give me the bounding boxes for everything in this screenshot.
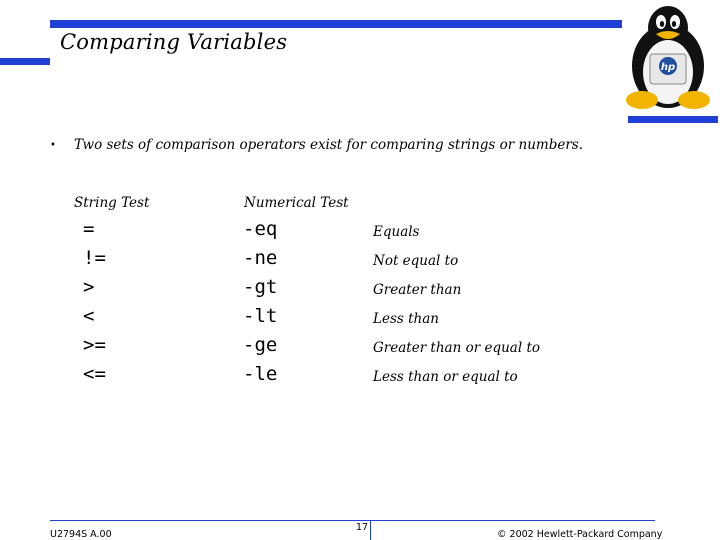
intro-text: Two sets of comparison operators exist for comparing strings or numbers. xyxy=(74,137,584,153)
numeric-operator: -ge xyxy=(243,334,278,356)
string-test-header: String Test xyxy=(74,195,150,211)
hp-badge-text: hp xyxy=(660,62,676,73)
string-operator: = xyxy=(83,218,95,240)
footer-divider-vertical xyxy=(370,520,371,540)
operator-meaning: Greater than or equal to xyxy=(373,340,540,356)
operator-meaning: Not equal to xyxy=(373,253,459,269)
footer-divider xyxy=(50,520,655,521)
operator-meaning: Greater than xyxy=(373,282,462,298)
copyright-text: © 2002 Hewlett-Packard Company xyxy=(497,529,663,540)
tux-penguin-hp-icon xyxy=(622,4,714,114)
string-operator: < xyxy=(83,305,95,327)
course-code: U2794S A.00 xyxy=(50,529,112,540)
header-bar-top xyxy=(50,20,622,28)
bullet-icon: • xyxy=(50,140,56,151)
string-operator: != xyxy=(83,247,106,269)
header-bar-right xyxy=(628,116,718,123)
slide-title: Comparing Variables xyxy=(60,30,288,54)
operator-meaning: Less than or equal to xyxy=(373,369,518,385)
string-operator: <= xyxy=(83,363,106,385)
string-operator: >= xyxy=(83,334,106,356)
table-row xyxy=(0,363,720,392)
numerical-test-header: Numerical Test xyxy=(244,195,349,211)
header-bar-left xyxy=(0,58,50,65)
numeric-operator: -ne xyxy=(243,247,278,269)
table-row xyxy=(0,218,720,247)
table-row xyxy=(0,305,720,334)
page-number: 17 xyxy=(356,522,369,533)
numeric-operator: -lt xyxy=(243,305,278,327)
numeric-operator: -le xyxy=(243,363,278,385)
table-row xyxy=(0,276,720,305)
table-row xyxy=(0,247,720,276)
table-row xyxy=(0,334,720,363)
numeric-operator: -gt xyxy=(243,276,278,298)
operator-meaning: Equals xyxy=(373,224,420,240)
operator-meaning: Less than xyxy=(373,311,439,327)
string-operator: > xyxy=(83,276,95,298)
numeric-operator: -eq xyxy=(243,218,278,240)
